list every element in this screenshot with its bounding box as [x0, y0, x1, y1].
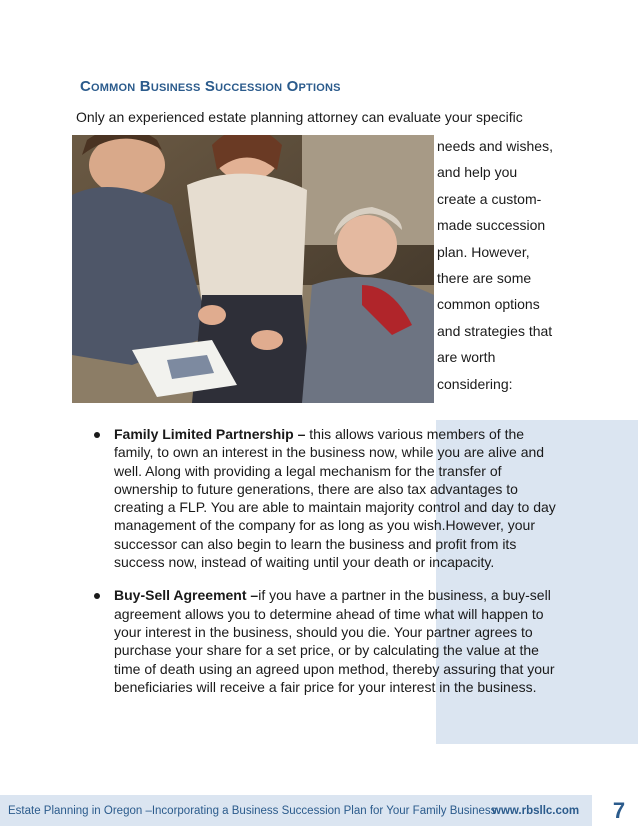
wrap-line: needs and wishes,: [437, 138, 553, 154]
wrap-line: are worth: [437, 349, 496, 366]
section-heading: Common Business Succession Options: [80, 78, 341, 95]
bullet-dot-icon: [94, 593, 100, 599]
wrapped-text-column: [437, 133, 637, 397]
bullet-text: this allows various members of the family, to own an interest in the business now, while you are alive and well. Along with providing a legal mechanism for the transfer of ownership to future generations, there are also tax advantages to creating a FLP. You are able to maintain majority control and day to day management of the company for as long as you wish.However, your successor can also begin to learn the business and profit from its success now, instead of waiting until your death or incapacity.: [114, 426, 556, 571]
bullet-title: Buy-Sell Agreement –: [114, 587, 259, 604]
bullet-buy-sell-agreement: [94, 586, 564, 696]
wrap-line: common options: [437, 296, 540, 313]
intro-text: Only an experienced estate planning attorney can evaluate your specific: [76, 109, 523, 125]
wrap-line: and strategies that: [437, 322, 553, 339]
page-number: 7: [612, 798, 626, 823]
wrap-line: create a custom-: [437, 190, 542, 207]
wrap-line: and help you: [437, 164, 518, 181]
wrap-line: considering:: [437, 375, 513, 392]
footer-title: Estate Planning in Oregon –Incorporating a Business Succession Plan for Your Family Business: [8, 805, 497, 817]
bullet-family-limited-partnership: [94, 425, 564, 571]
options-bullet-list: [94, 425, 564, 696]
bullet-title: Family Limited Partnership –: [114, 426, 306, 442]
page-footer: [0, 784, 638, 826]
footer-url: www.rbsllc.com: [492, 805, 580, 817]
bullet-text: if you have a partner in the business, a buy-sell agreement allows you to determine ahead of time what will happen to your interest in the business, should you die. Your partner agrees to purchase your share for a set price, or by calculating the value at the time of death using an agreed upon method, thereby assuring that your beneficiaries will receive a fair price for your interest in the business.: [114, 587, 555, 695]
wrap-line: there are some: [437, 269, 532, 286]
bullet-dot-icon: [94, 432, 100, 438]
wrap-line: made succession: [437, 217, 546, 234]
wrap-line: plan. However,: [437, 243, 530, 260]
people-meeting-photo: [72, 135, 434, 403]
